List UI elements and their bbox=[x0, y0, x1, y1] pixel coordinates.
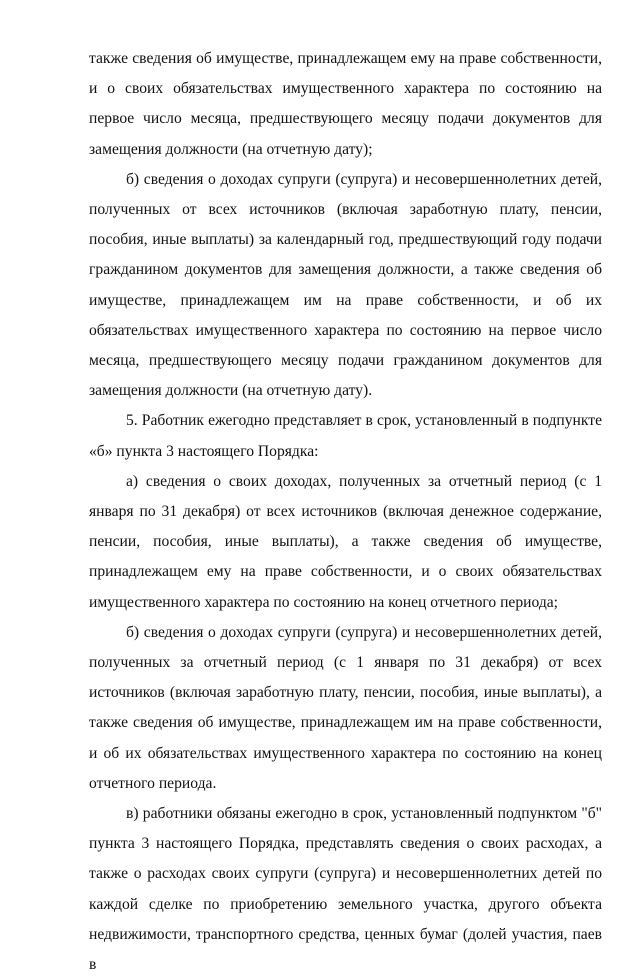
paragraph-b-family-income-period: б) сведения о доходах супруги (супруга) и несовершеннолетних детей, полученных за отчетный период (с 1 января по 31 декабря) от всех источников (включая заработную плату, пенсии, пособия, иные выплаты), а также сведения об имуществе, принадлежащем им на праве собственности, и об их обязательствах имущественного характера по состоянию на конец отчетного периода. bbox=[89, 623, 602, 792]
paragraph-a-own-income: а) сведения о своих доходах, полученных за отчетный период (с 1 января по 31 декабря) от всех источников (включая денежное содержание, пенсии, пособия, иные выплаты), а также сведения об имуществе, принадлежащем ему на праве собственности, и о своих обязательствах имущественного характера по состоянию на конец отчетного периода; bbox=[89, 472, 602, 611]
paragraph-continuation: также сведения об имуществе, принадлежащем ему на праве собственности, и о своих обязательствах имущественного характера по состоянию на первое число месяца, предшествующего месяцу подачи документов для замещения должности (на отчетную дату); bbox=[89, 50, 602, 158]
paragraph-v-expenses: в) работники обязаны ежегодно в срок, установленный подпунктом "б" пункта 3 настоящего Порядка, представлять сведения о своих расходах, а также о расходах своих супруги (супруга) и несовершеннолетних детей по каждой сделке по приобретению земельного участка, другого объекта недвижимости, транспортного средства, ценных бумаг (долей участия, паев в bbox=[89, 805, 602, 974]
paragraph-5-annual-report: 5. Работник ежегодно представляет в срок, установленный в подпункте «б» пункта 3 настоящего Порядка: bbox=[89, 412, 602, 460]
paragraph-b-family-income: б) сведения о доходах супруги (супруга) и несовершеннолетних детей, полученных от всех источников (включая заработную плату, пенсии, пособия, иные выплаты) за календарный год, предшествующий году подачи гражданином документов для замещения должности, а также сведения об имуществе, принадлежащем им на праве собственности, и об их обязательствах имущественного характера по состоянию на первое число месяца, предшествующего месяцу подачи гражданином документов для замещения должности (на отчетную дату). bbox=[89, 170, 602, 400]
document-page bbox=[89, 44, 602, 980]
